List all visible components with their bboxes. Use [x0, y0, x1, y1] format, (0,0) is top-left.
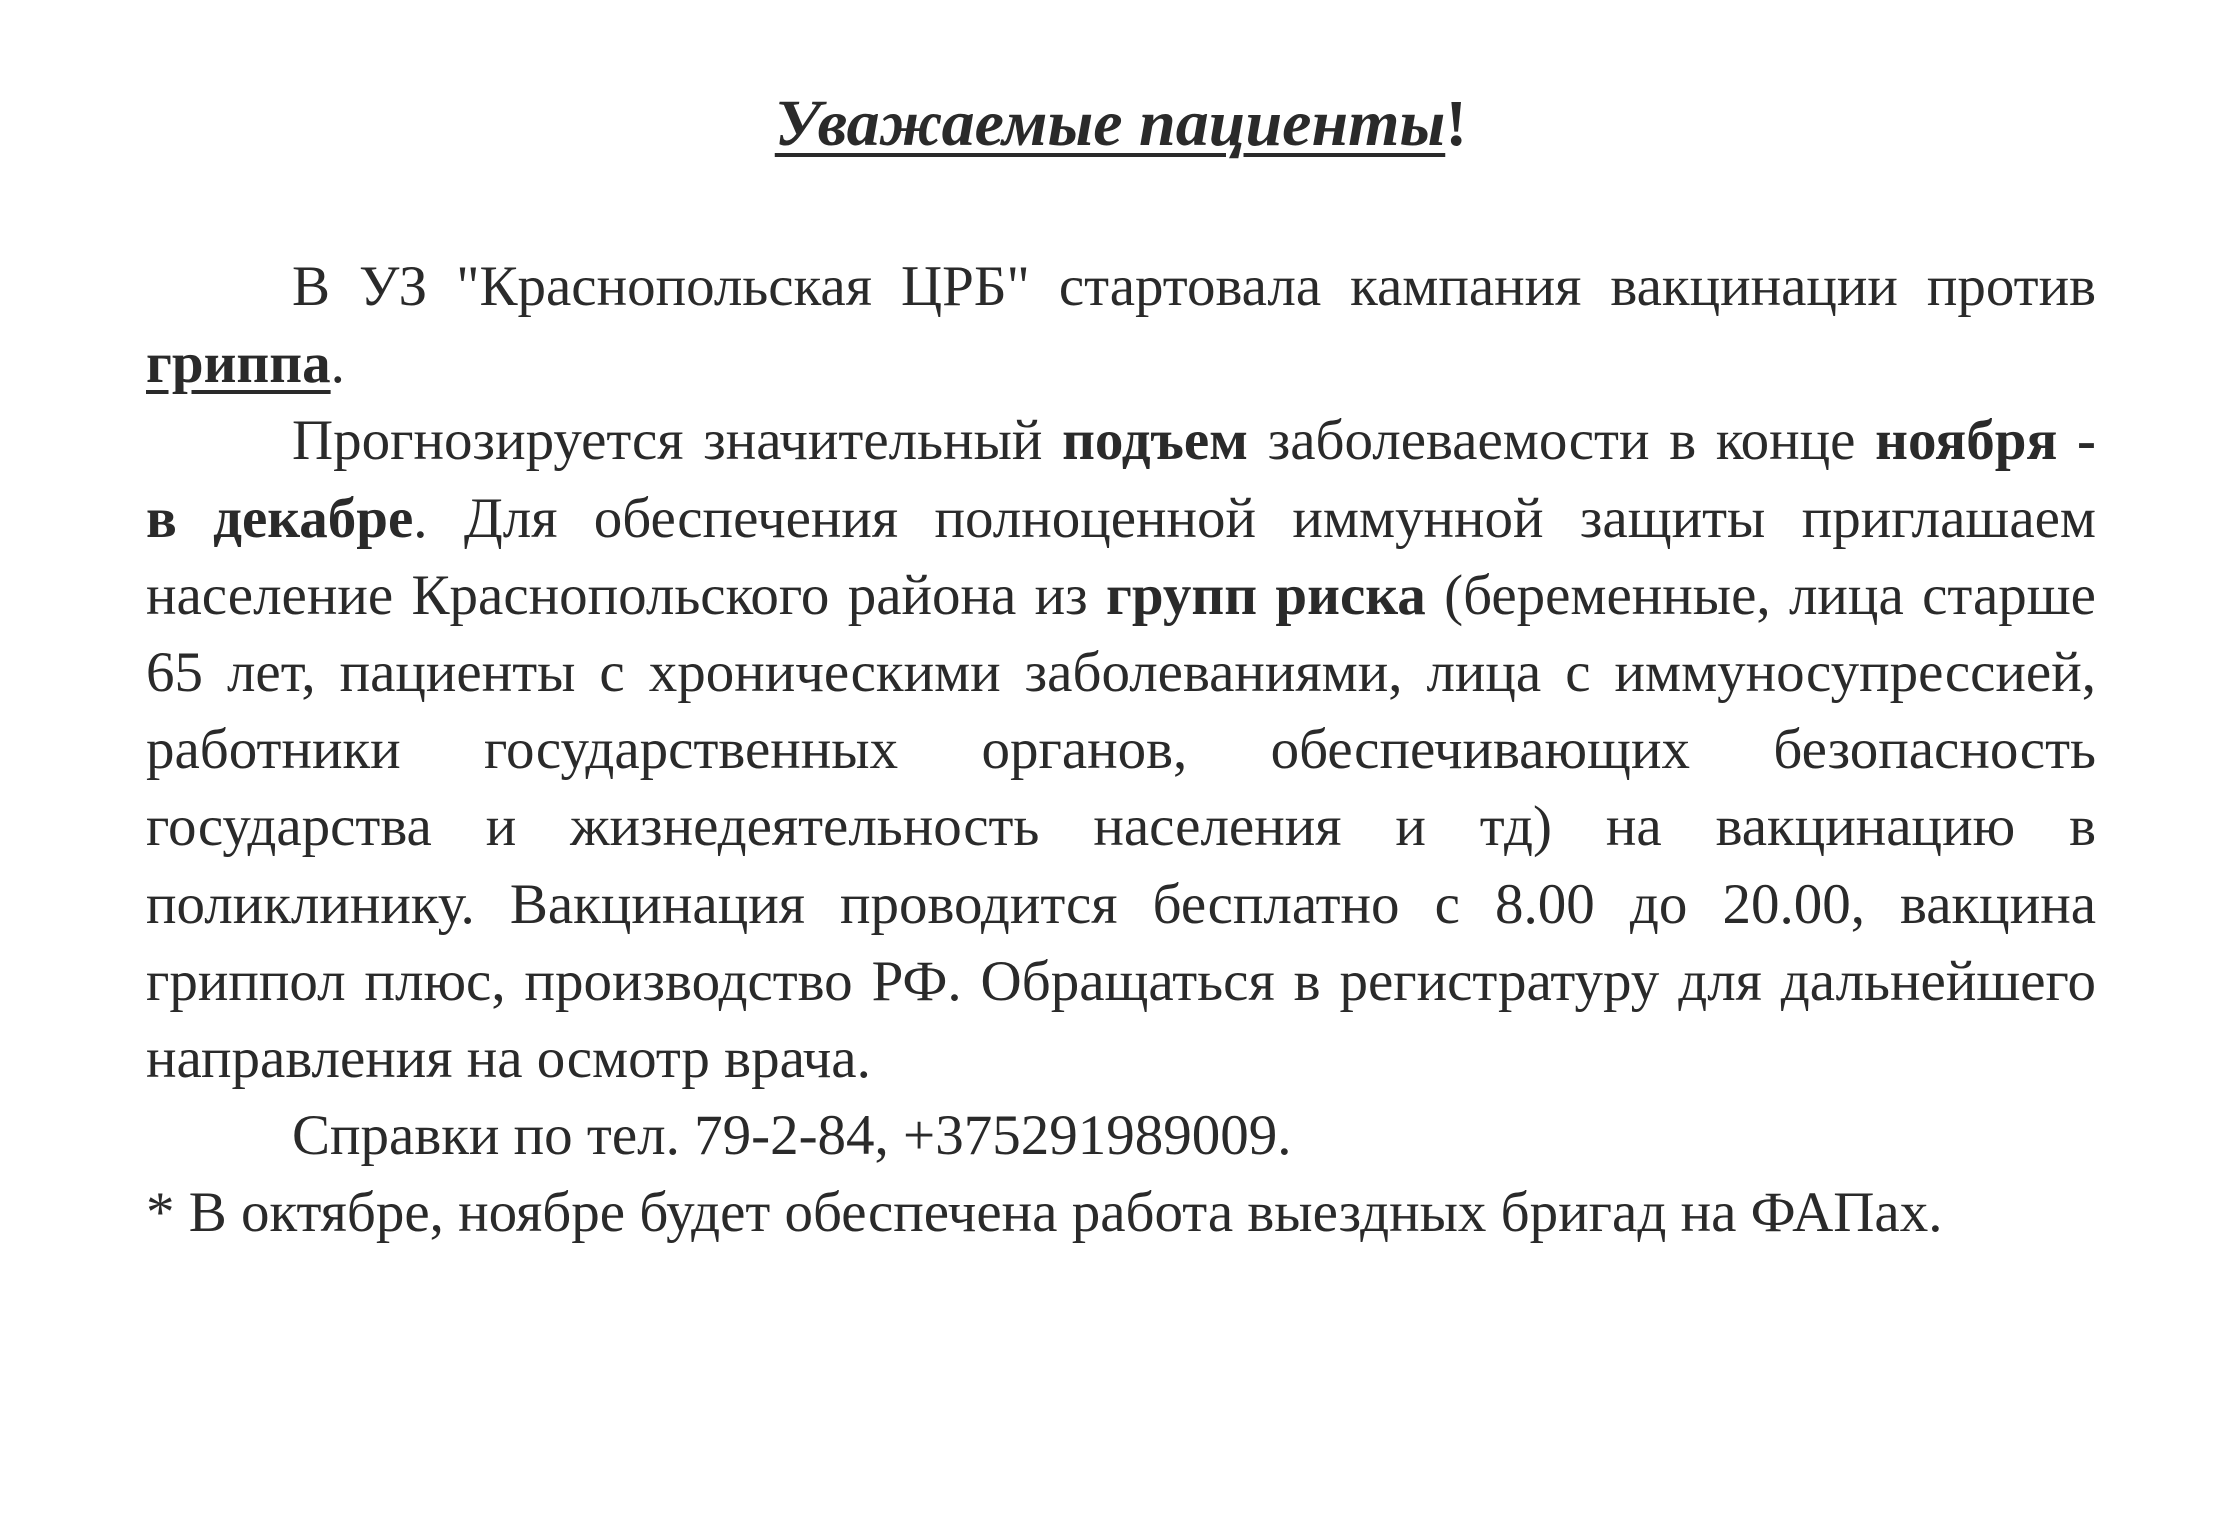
notice-page [146, 0, 2096, 1537]
forecast-text-4: (беременные, лица старше 65 лет, пациенты с хроническими заболеваниями, лица с иммуносупрессией, работники государственных органов, обеспечивающих безопасность государства и жизнедеятельность населения и тд) на вакцинацию в поликлинику. Вакцинация проводится бесплатно с 8.00 до 20.00, вакцина гриппол плюс, производство РФ. Обращаться в регистратуру для дальнейшего направления на осмотр врача. [146, 563, 2096, 1091]
forecast-text-3: . Для обеспечения полноценной иммунной защиты приглашаем население Краснопольского района из [146, 486, 2096, 627]
title-exclamation: ! [1445, 87, 1468, 160]
forecast-text-1: Прогнозируется значительный [292, 409, 1063, 473]
paragraph-campaign [146, 248, 2096, 402]
paragraph-forecast [146, 402, 2096, 1097]
paragraph-contacts: Справки по тел. 79-2-84, +375291989009. [292, 1104, 1292, 1168]
notice-body [146, 248, 2096, 1252]
flu-keyword: гриппа [146, 332, 331, 396]
risk-groups-keyword: групп риска [1106, 563, 1426, 627]
rise-keyword: подъем [1062, 409, 1248, 473]
campaign-text: В УЗ "Краснопольская ЦРБ" стартовала кампания вакцинации против [292, 255, 2096, 318]
months-keyword: ноября - в декабре [146, 409, 2096, 550]
campaign-period: . [330, 332, 345, 396]
forecast-text-2: заболеваемости в конце [1247, 409, 1876, 473]
paragraph-footnote: * В октябре, ноябре будет обеспечена работа выездных бригад на ФАПах. [146, 1181, 1943, 1245]
notice-title [146, 84, 2096, 164]
title-text: Уважаемые пациенты [774, 87, 1446, 160]
